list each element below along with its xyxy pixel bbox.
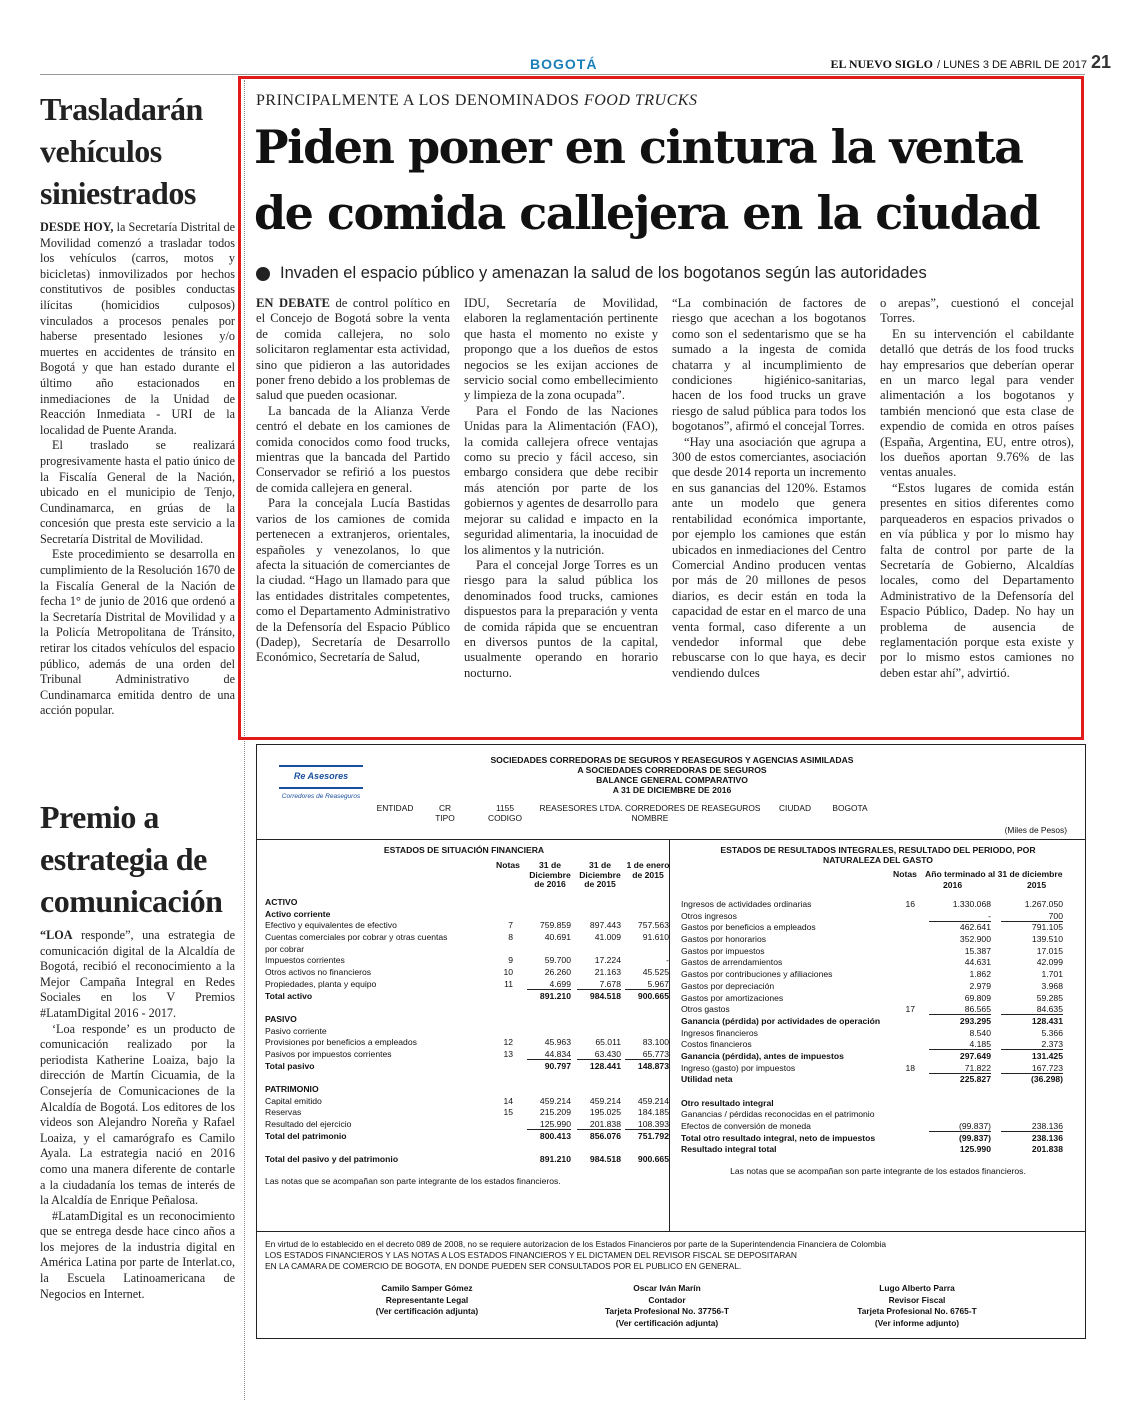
headline: Piden poner en cintura la venta de comida callejera en la ciudad [254, 120, 1040, 240]
row-note: 13 [503, 1048, 513, 1059]
column-header: Notas [496, 860, 520, 870]
row-value: 84.635 [1001, 1004, 1063, 1015]
row-label: Total del patrimonio [265, 1130, 347, 1141]
row-value: (99.837) [958, 1132, 991, 1143]
table-row [265, 990, 669, 1003]
entity-type-label: TIPO [435, 813, 455, 823]
column-header: 2015 [1027, 880, 1047, 890]
row-value: 757.563 [637, 920, 669, 931]
row-value: 128.441 [589, 1060, 621, 1071]
row-value: 352.900 [959, 934, 991, 945]
row-value: 225.827 [959, 1074, 991, 1085]
row-value: 984.518 [589, 990, 621, 1001]
row-value: 59.700 [544, 955, 571, 966]
signature-line: Camilo Samper Gómez [381, 1283, 473, 1293]
signature-line: Tarjeta Profesional No. 37756-T [604, 1306, 730, 1316]
statement-title [427, 755, 917, 795]
city-label: CIUDAD [778, 803, 812, 813]
row-value: (36.298) [1030, 1074, 1063, 1085]
table-row [265, 1048, 669, 1061]
row-value: 2.979 [969, 980, 991, 991]
table-row [681, 1051, 1075, 1063]
row-label: Total del pasivo y del patrimonio [265, 1154, 399, 1165]
entity-name-label: NOMBRE [631, 813, 669, 823]
row-value: 201.838 [1031, 1144, 1063, 1155]
row-value: 900.665 [637, 1154, 669, 1165]
row-label: PASIVO [265, 1013, 297, 1024]
row-note: 14 [503, 1095, 513, 1106]
table-row [265, 897, 663, 909]
logo-band [279, 765, 363, 767]
paragraph: #LatamDigital es un reconocimiento que se entrega desde hace cinco años a los mejores de la industria digital en América Latina por parte de Interlat.co, la Escuela Latinoamericana de Negocios en Internet. [40, 1208, 235, 1301]
balance-sheet [265, 845, 670, 1186]
table-row [681, 1121, 1075, 1133]
row-label: Gastos por impuestos [681, 945, 765, 956]
entity-label: ENTIDAD [376, 803, 414, 813]
table-row [265, 967, 669, 979]
paragraph: Para el concejal Jorge Torres es un riesgo para la salud pública los denominados food trucks, camiones dispuestos para la preparación y venta de comida rápida que se encuentran en diversos puntos de la capital, usualmente operando en horario nocturno. [464, 557, 658, 680]
table-row [265, 1037, 669, 1049]
table-row [681, 911, 1075, 923]
logo-text: Re Asesores [293, 771, 349, 781]
row-value: 42.099 [1036, 957, 1063, 968]
logo-band [279, 787, 363, 789]
title-line: BALANCE GENERAL COMPARATIVO [596, 775, 748, 785]
footer-line: En virtud de lo establecido en el decreto 089 de 2008, no se requiere autorizacion de los Estados Financieros por parte de la Superintendencia Financiera de Colombia [265, 1239, 887, 1249]
signature-line: (Ver certificación adjunta) [615, 1317, 719, 1328]
row-note: 7 [508, 920, 513, 931]
row-note: 8 [508, 932, 513, 943]
row-value: 8.540 [969, 1027, 991, 1038]
paragraph: Este procedimiento se desarrolla en cumplimiento de la Resolución 1670 de la Fiscalía General de la Nación de fecha 1° de junio de 2016 que ordenó a la Secretaría Distrital de Movilidad y a la Policía Metropolitana de Tránsito, retirar los citados vehículos del espacio público, además de una orden del Tribunal Administrativo de Cundinamarca emitida dentro de una acción popular. [40, 547, 235, 718]
row-note: 9 [508, 955, 513, 966]
row-value: 891.210 [539, 1154, 571, 1165]
table-row [681, 934, 1075, 946]
row-value: 800.413 [539, 1130, 571, 1141]
left-article-2 [40, 796, 235, 1302]
row-value: 1.701 [1041, 969, 1063, 980]
row-label: Otros gastos [681, 1004, 730, 1015]
row-label: Ingresos financieros [681, 1027, 758, 1038]
row-value: 91.610 [642, 932, 669, 943]
paragraph: “La combinación de factores de riesgo que acechan a los bogotanos como son el sedentarismo que se ha sumado a la ingesta de comida chatarra y al incumplimiento de condiciones higiénico-sanitarias, hacen de los food trucks un grave riesgo de salud pública para todos los bogotanos”, afirmó el concejal Torres. [672, 296, 866, 434]
row-label: por cobrar [265, 943, 305, 954]
table-row [681, 1016, 1075, 1028]
table-row [265, 1026, 663, 1038]
row-value: 26.260 [544, 967, 571, 978]
row-note: 11 [504, 978, 513, 989]
row-value: - [666, 955, 669, 966]
footer-line: EN LA CAMARA DE COMERCIO DE BOGOTA, EN DONDE PUEDEN SER CONSULTADOS POR EL PUBLICO EN GENERAL. [265, 1261, 742, 1271]
table-row [265, 1142, 663, 1154]
row-value: 984.518 [589, 1154, 621, 1165]
table-row [265, 1119, 669, 1131]
row-value: 297.649 [959, 1050, 991, 1061]
row-value: 17.015 [1036, 945, 1063, 956]
entity-code-label: CODIGO [488, 813, 522, 823]
row-label: Provisiones por beneficios a empleados [265, 1037, 417, 1048]
subheadline-text: Invaden el espacio público y amenazan la salud de los bogotanos según las autoridades [280, 264, 927, 282]
row-label: ACTIVO [265, 897, 298, 907]
row-label: Reservas [265, 1107, 302, 1118]
row-label: Capital emitido [265, 1095, 322, 1106]
row-value: 215.209 [539, 1107, 571, 1118]
table-row [681, 1063, 1075, 1075]
article-column [464, 296, 658, 681]
city-value: BOGOTA [832, 803, 868, 813]
statement-footer [257, 1239, 1085, 1272]
table-row [265, 1084, 663, 1096]
rule [257, 1231, 1085, 1232]
income-statement-title: ESTADOS DE RESULTADOS INTEGRALES, RESULTADO DEL PERIODO, POR NATURALEZA DEL GASTO [720, 845, 1036, 865]
row-value: 1.267.050 [1024, 899, 1063, 909]
paragraph: ‘Loa responde’ es un producto de comunicación realizado por la periodista Katherine Loaiza, bajo la dirección de Martín Cicuamia, de la Consejería de Comunicaciones de la Alcaldía de Bogotá. Los editores de los videos son Alejandro Noreña y Rafael Loaiza, y el camarógrafo es Camilo Ayala. La estrategia nació en 2016 como una manera diferente de contarle a la ciudadanía los temas de interés de la Alcaldía de Enrique Peñalosa. [40, 1021, 235, 1208]
row-value: 167.723 [1001, 1063, 1063, 1074]
signature-block [817, 1283, 1017, 1329]
row-label: Ingreso (gasto) por impuestos [681, 1062, 796, 1073]
table-row [681, 1086, 1075, 1098]
row-label: Ganancia (pérdida) por actividades de operación [681, 1015, 881, 1026]
table-row [681, 957, 1075, 969]
table-row [265, 1130, 669, 1143]
paragraph: IDU, Secretaría de Movilidad, elaboren la reglamentación pertinente que hasta el momento no existe y propongo que a los dueños de estos negocios se les exijan acciones de servicio social como embellecimiento y limpieza de la zona ocupada”. [464, 296, 658, 403]
income-note: Las notas que se acompañan son parte integrante de los estados financieros. [730, 1166, 1026, 1177]
page-number: 21 [1090, 52, 1111, 72]
header-rule [40, 74, 1085, 75]
paragraph: DESDE HOY, la Secretaría Distrital de Movilidad comenzó a trasladar todos los vehículos (carros, motos y bicicletas) inmovilizados por hechos constitutivos de posibles conductas ilícitas (homicidios culposos) vinculados a procesos penales por haberse presentado lesiones y/o muertes en accidentes de tránsito en Bogotá y que han estado durante el último año estacionados en inmediaciones de la Unidad de Reacción Inmediata - URI de la localidad de Puente Aranda. [40, 220, 235, 437]
row-label: Efectos de conversión de moneda [681, 1121, 811, 1132]
column-header: 2016 [943, 880, 963, 890]
table-row [681, 1133, 1075, 1145]
table-row [265, 932, 669, 944]
issue-date: / LUNES 3 DE ABRIL DE 2017 [936, 59, 1087, 71]
row-value: 791.105 [1031, 922, 1063, 933]
row-value: 69.809 [964, 992, 991, 1003]
row-value: 41.009 [594, 932, 621, 943]
row-value: 4.699 [527, 979, 571, 990]
row-value: 45.963 [544, 1037, 571, 1048]
table-row [681, 981, 1075, 993]
table-row [681, 1028, 1075, 1040]
table-row [265, 920, 669, 932]
row-value: 3.968 [1041, 980, 1063, 991]
row-value: 139.510 [1031, 934, 1063, 945]
paragraph: En su intervención el cabildante detalló que detrás de los food trucks hay empresarios que deberían operar en un marco legal para vender alimentación a los bogotanos y también mencionó que esta clase de expendio de comida en otros países (España, Argentina, EU, entre otros), los dueños aportan 9.76% de las ventas anuales. [880, 326, 1074, 480]
row-label: Total pasivo [265, 1060, 315, 1071]
row-value: 459.214 [539, 1095, 571, 1106]
row-label: Utilidad neta [681, 1074, 733, 1085]
table-row [681, 1039, 1075, 1051]
paragraph: “LOA responde”, una estrategia de comunicación digital de la Alcaldía de Bogotá, recibió el reconocimiento a la Mejor Campaña Integral en Redes Sociales en los V Premios #LatamDigital 2016 - 2017. [40, 928, 235, 1020]
entity-row [375, 803, 1075, 823]
row-label: Total activo [265, 990, 313, 1001]
lead-in: “LOA [40, 928, 73, 942]
kicker-italic: FOOD TRUCKS [583, 92, 698, 109]
page-header [831, 52, 1112, 73]
signature-line: Contador [648, 1294, 686, 1305]
article-column [256, 296, 450, 681]
table-row [265, 1072, 663, 1084]
table-row [681, 899, 1075, 911]
row-value: 125.990 [527, 1119, 571, 1130]
rule [669, 839, 670, 1231]
table-row [265, 1060, 669, 1073]
title-line: A SOCIEDADES CORREDORAS DE SEGUROS [577, 765, 767, 775]
left-article-2-body [40, 928, 235, 1302]
lead-in: DESDE HOY, [40, 220, 114, 234]
table-row [265, 978, 669, 991]
row-value: 15.387 [964, 945, 991, 956]
row-value: 759.859 [539, 920, 571, 931]
table-row [265, 909, 663, 921]
row-label: Cuentas comerciales por cobrar y otras cuentas [265, 932, 448, 943]
row-value: - [929, 911, 991, 922]
row-label: Ganancias / pérdidas reconocidas en el patrimonio [681, 1109, 875, 1120]
left-article-1-title: Trasladarán vehículos siniestrados [40, 91, 203, 211]
table-row [681, 1144, 1075, 1156]
bullet-icon [256, 267, 270, 281]
row-value: 44.834 [527, 1049, 571, 1060]
row-label: Costos financieros [681, 1039, 752, 1050]
table-row [681, 1074, 1075, 1086]
row-value: 238.136 [1001, 1121, 1063, 1132]
row-value: 201.838 [577, 1119, 621, 1130]
row-label: Gastos por amortizaciones [681, 992, 784, 1003]
entity-code [475, 803, 535, 823]
row-note: 16 [905, 899, 915, 909]
row-note: 10 [503, 967, 513, 978]
table-row [265, 944, 663, 956]
row-value: 59.285 [1036, 992, 1063, 1003]
column-header: Año terminado al 31 de diciembre [925, 869, 1063, 879]
row-value: 462.641 [959, 922, 991, 933]
table-row [681, 969, 1075, 981]
row-label: Gastos por honorarios [681, 934, 767, 945]
row-value: 293.295 [959, 1015, 991, 1026]
row-value: 128.431 [1031, 1015, 1063, 1026]
row-value: 238.136 [1031, 1132, 1063, 1143]
table-row [681, 946, 1075, 958]
row-value: 900.665 [637, 990, 669, 1001]
row-label: Pasivos por impuestos corrientes [265, 1048, 392, 1059]
row-value: 108.393 [625, 1119, 669, 1130]
column-header: 31 de Diciembre de 2015 [579, 860, 621, 889]
row-value: 5.967 [625, 979, 669, 990]
column-headers [265, 860, 670, 897]
table-row [265, 1002, 663, 1014]
row-value: 65.011 [595, 1037, 621, 1048]
row-label: Activo corriente [265, 908, 331, 919]
row-label: Ingresos de actividades ordinarias [681, 899, 812, 909]
row-value: 897.443 [589, 920, 621, 931]
rule [257, 839, 1085, 840]
row-value: 125.990 [959, 1144, 991, 1155]
row-value: 65.773 [625, 1049, 669, 1060]
signature-line: Revisor Fiscal [888, 1294, 946, 1305]
paragraph: Para la concejala Lucía Bastidas varios de los camiones de comida pertenecen a extranjeros, orientales, españoles y venezolanos, lo que afecta la situación de comerciantes de la ciudad. “Hago un llamado para que las entidades distritales competentes, como el Departamento Administrativo de la Defensoría del Espacio Público (Dadep), Secretaría de Desarrollo Económico, Secretaría de Salud, [256, 496, 450, 665]
table-row [265, 1107, 669, 1119]
entity-name-value: REASESORES LTDA. CORREDORES DE REASEGUROS [539, 803, 761, 813]
kicker-text: PRINCIPALMENTE A LOS DENOMINADOS [256, 92, 580, 109]
row-value: 148.873 [637, 1060, 669, 1071]
lead-in: EN DEBATE [256, 296, 330, 310]
table-row [265, 1095, 669, 1108]
row-note: 12 [503, 1037, 513, 1048]
left-article-2-title: Premio a estrategia de comunicación [40, 799, 223, 919]
row-value: 90.797 [544, 1060, 571, 1071]
row-label: PATRIMONIO [265, 1084, 319, 1094]
row-label: Resultado integral total [681, 1144, 777, 1155]
row-value: 459.214 [637, 1095, 669, 1106]
row-value: 71.822 [929, 1063, 991, 1074]
row-label: Propiedades, planta y equipo [265, 978, 377, 989]
signature-line: Representante Legal [385, 1294, 469, 1305]
row-label: Resultado del ejercicio [265, 1119, 352, 1130]
entity-type [415, 803, 475, 823]
signature-line: Oscar Iván Marín [633, 1283, 701, 1293]
row-label: Efectivo y equivalentes de efectivo [265, 920, 397, 931]
row-value: 700 [1001, 911, 1063, 922]
subheadline [256, 264, 1076, 283]
row-value: (99.837) [929, 1121, 991, 1132]
section-label: BOGOTÁ [530, 56, 598, 72]
article-column [880, 296, 1074, 681]
balance-sheet-title: ESTADOS DE SITUACIÓN FINANCIERA [383, 845, 545, 855]
company-logo [273, 761, 369, 805]
paragraph: EN DEBATE de control político en el Concejo de Bogotá sobre la venta de comida callejera, no solo solicitaron reglamentar esta actividad, sino que pidieron a las autoridades poner freno debido a los problemas de salud que pueden ocasionar. [256, 296, 451, 403]
row-label: Otros activos no financieros [265, 967, 372, 978]
left-article-1 [40, 88, 235, 719]
row-value: 856.076 [589, 1130, 621, 1141]
signature-line: (Ver informe adjunto) [874, 1317, 960, 1328]
row-label: Gastos por depreciación [681, 980, 775, 991]
entity-code-value: 1155 [495, 803, 514, 813]
row-value: 5.366 [1041, 1027, 1063, 1038]
column-headers [681, 869, 1075, 899]
balance-note: Las notas que se acompañan son parte integrante de los estados financieros. [265, 1175, 561, 1186]
paragraph: La bancada de la Alianza Verde centró el debate en los camiones de comida conocidos como food trucks, mientras que la bancada del Partido Conservador se refirió a los puestos de comida callejera en general. [256, 403, 450, 495]
financial-statement-ad [256, 744, 1086, 1339]
row-label: Gastos por beneficios a empleados [681, 922, 816, 933]
left-article-1-body [40, 220, 235, 719]
row-value: 459.214 [589, 1095, 621, 1106]
row-value: 21.163 [594, 967, 621, 978]
table-row [681, 1004, 1075, 1016]
article-columns [256, 296, 1074, 681]
paragraph: o arepas”, cuestionó el concejal Torres. [880, 296, 1074, 326]
row-value: 44.631 [964, 957, 991, 968]
row-label: Total otro resultado integral, neto de impuestos [681, 1132, 876, 1143]
table-row [681, 1109, 1075, 1121]
title-line: SOCIEDADES CORREDORAS DE SEGUROS Y REASEGUROS Y AGENCIAS ASIMILADAS [490, 755, 854, 765]
kicker [256, 92, 697, 110]
row-note: 18 [905, 1062, 915, 1073]
row-label: Otros ingresos [681, 910, 737, 921]
signature-line: (Ver certificación adjunta) [375, 1306, 479, 1316]
row-value: 751.792 [637, 1130, 669, 1141]
row-label: Impuestos corrientes [265, 955, 345, 966]
row-value: 86.565 [929, 1004, 991, 1015]
table-row [681, 922, 1075, 934]
row-value: 63.430 [577, 1049, 621, 1060]
row-label: Ganancia (pérdida), antes de impuestos [681, 1050, 844, 1061]
units-note: (Miles de Pesos) [1004, 825, 1067, 835]
logo-subtext: Corredores de Reaseguros [281, 793, 361, 800]
row-label: Gastos de arrendamientos [681, 957, 783, 968]
row-value: 17.224 [594, 955, 621, 966]
article-column [672, 296, 866, 681]
column-header: Notas [893, 869, 917, 879]
signature-block [567, 1283, 767, 1329]
row-note: 17 [905, 1004, 915, 1015]
title-line: A 31 DE DICIEMBRE DE 2016 [612, 785, 732, 795]
row-value: 184.185 [637, 1107, 669, 1118]
table-row [265, 1014, 663, 1026]
signature-line: Lugo Alberto Parra [879, 1283, 955, 1293]
table-row [681, 1098, 1075, 1110]
row-value: 7.678 [577, 979, 621, 990]
signature-line: Tarjeta Profesional No. 6765-T [857, 1306, 977, 1316]
row-value: 2.373 [1001, 1039, 1063, 1050]
row-value: 891.210 [539, 990, 571, 1001]
table-row [681, 993, 1075, 1005]
paragraph: “Estos lugares de comida están presentes en sitios diferentes como parqueaderos en espacios privados o en vía pública y por lo mismo hay falta de control por parte de la Secretaría de Gobierno, Alcaldías locales, como del Departamento Administrativo de la Defensoría del Espacio Público, Dadep. No hay un problema de ausencia de reglamentación porque esta existe y por lo mismo estos camiones no deben estar ahí”, advirtió. [880, 480, 1074, 680]
row-note: 15 [503, 1107, 513, 1118]
paragraph: Para el Fondo de las Naciones Unidas para la Alimentación (FAO), la comida callejera ofrece ventajas como su precio y fácil acceso, sin embargo considera que debe recibir más atención por parte de los gobiernos y agentes de desarrollo para mejorar su calidad e impacto en la seguridad alimentaria, la inocuidad de los alimentos y la nutrición. [464, 403, 658, 557]
paragraph: “Hay una asociación que agrupa a 300 de estos comerciantes, asociación que desde 2014 reporta un incremento en sus ganancias del 120%. Estamos ante un modelo que genera rentabilidad económica importante, por ejemplo los camiones que están ubicados en inmediaciones del Centro Comercial Andino producen ventas por más de 20 millones de pesos diarios, es decir están en toda la capacidad de estar en el marco de una venta formal, caso diferente a un vendedor informal que debe rebuscarse con lo que haya, es decir vendiendo dulces [672, 434, 866, 680]
income-statement [681, 845, 1075, 1176]
table-row [265, 955, 669, 967]
column-header: 1 de enero de 2015 [626, 860, 670, 880]
footer-line: LOS ESTADOS FINANCIEROS Y LAS NOTAS A LOS ESTADOS FINANCIEROS Y EL DICTAMEN DEL REVISOR FISCAL SE DEPOSITARAN [265, 1250, 797, 1260]
row-label: Otro resultado integral [681, 1097, 774, 1108]
table-row [265, 1154, 669, 1166]
row-value: 40.691 [544, 932, 571, 943]
row-value: 1.862 [969, 969, 991, 980]
newspaper-name: EL NUEVO SIGLO [830, 57, 933, 71]
row-value: 195.025 [589, 1107, 621, 1118]
row-value: 131.425 [1031, 1050, 1063, 1061]
row-value: 83.100 [642, 1037, 669, 1048]
signature-block [327, 1283, 527, 1318]
column-header: 31 de Diciembre de 2016 [529, 860, 571, 889]
row-value: 4.185 [929, 1039, 991, 1050]
entity-name [535, 803, 765, 823]
row-value: 45.525 [642, 967, 669, 978]
paragraph: El traslado se realizará progresivamente hasta el patio único de la Fiscalía General de la Nación, ubicado en el municipio de Tenjo, Cundinamarca, en grúas de la concesión que presta este servicio a la Secretaría Distrital de Movilidad. [40, 438, 235, 546]
row-label: Pasivo corriente [265, 1025, 327, 1036]
row-label: Gastos por contribuciones y afiliaciones [681, 969, 833, 980]
entity-type-value: CR [438, 803, 452, 813]
row-value: 1.330.068 [952, 899, 991, 909]
